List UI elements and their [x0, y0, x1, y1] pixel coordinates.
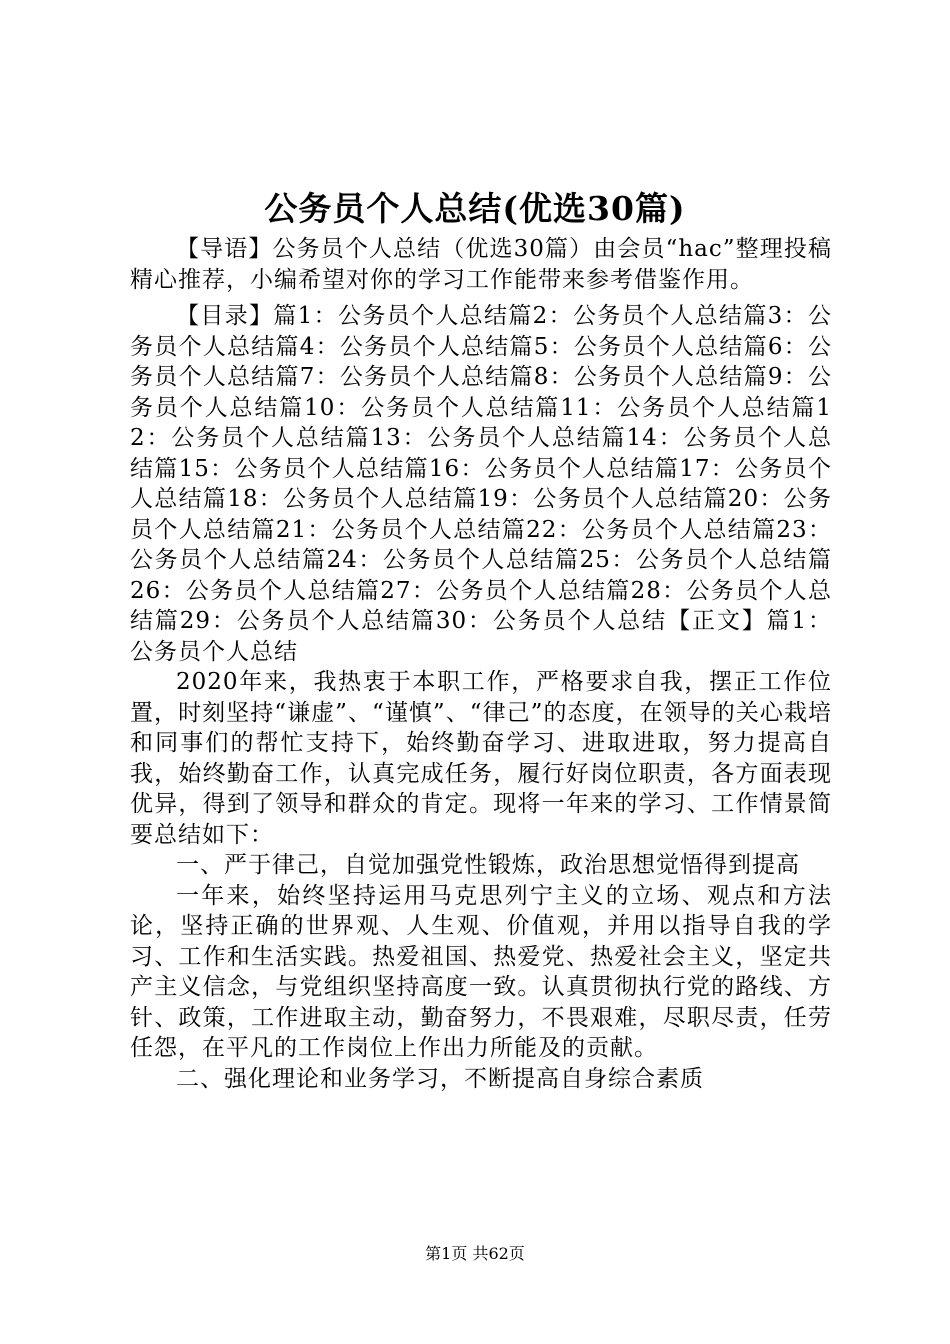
intro-paragraph: 【导语】公务员个人总结（优选30篇）由会员“hac”整理投稿精心推荐，小编希望对你的学习工作能带来参考借鉴作用。 — [130, 236, 832, 293]
document-title: 公务员个人总结(优选30篇) — [264, 189, 686, 228]
body-paragraph: 一年来，始终坚持运用马克思列宁主义的立场、观点和方法论，坚持正确的世界观、人生观、价值观，并用以指导自我的学习、工作和生活实践。热爱祖国、热爱党、热爱社会主义，坚定共产主义信念，与党组织坚持高度一致。认真贯彻执行党的路线、方针、政策，工作进取主动，勤奋努力，不畏艰难，尽职尽责，任劳任怨，在平凡的工作岗位上作出力所能及的贡献。 — [130, 882, 832, 1061]
section-heading: 一、严于律己，自觉加强党性锻炼，政治思想觉悟得到提高 — [176, 852, 800, 878]
section-heading: 二、强化理论和业务学习，不断提高自身综合素质 — [176, 1065, 704, 1092]
body-paragraph: 2020年来，我热衷于本职工作，严格要求自我，摆正工作位置，时刻坚持“谦虚”、“谨慎”、“律己”的态度，在领导的关心栽培和同事们的帮忙支持下，始终勤奋学习、进取进取，努力提高自我，始终勤奋工作，认真完成任务，履行好岗位职责，各方面表现优异，得到了领导和群众的肯定。现将一年来的学习、工作情景简要总结如下： — [130, 669, 832, 848]
page-footer: 第1页 共62页 — [425, 1244, 525, 1263]
document-body — [130, 234, 832, 1094]
toc-paragraph: 【目录】篇1：公务员个人总结篇2：公务员个人总结篇3：公务员个人总结篇4：公务员个人总结篇5：公务员个人总结篇6：公务员个人总结篇7：公务员个人总结篇8：公务员个人总结篇9：公务员个人总结篇10：公务员个人总结篇11：公务员个人总结篇12：公务员个人总结篇13：公务员个人总结篇14：公务员个人总结篇15：公务员个人总结篇16：公务员个人总结篇17：公务员个人总结篇18：公务员个人总结篇19：公务员个人总结篇20：公务员个人总结篇21：公务员个人总结篇22：公务员个人总结篇23：公务员个人总结篇24：公务员个人总结篇25：公务员个人总结篇26：公务员个人总结篇27：公务员个人总结篇28：公务员个人总结篇29：公务员个人总结篇30：公务员个人总结【正文】篇1：公务员个人总结 — [130, 303, 832, 665]
